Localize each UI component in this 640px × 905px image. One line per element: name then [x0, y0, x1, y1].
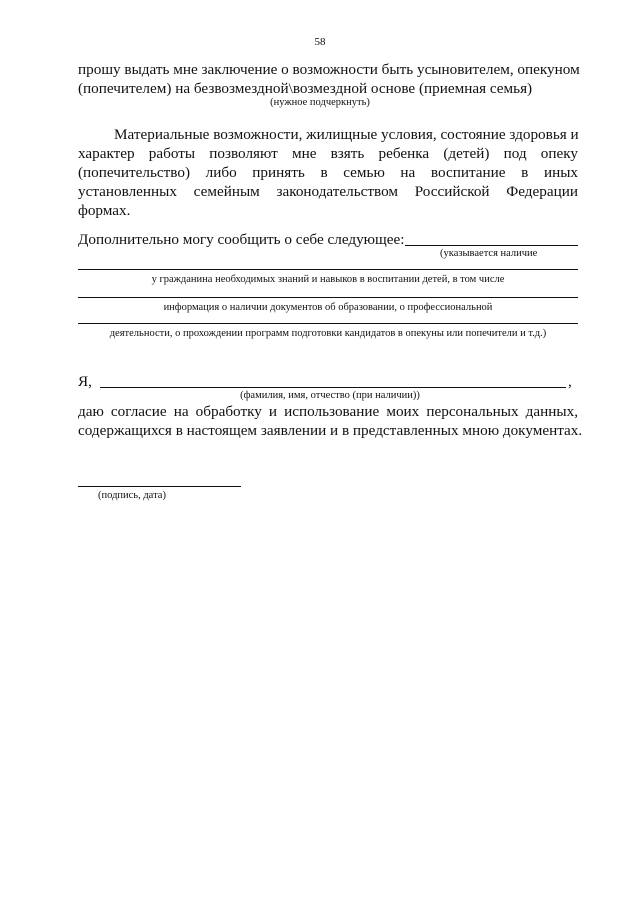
- additional-label: Дополнительно могу сообщить о себе следующее:: [78, 231, 405, 248]
- additional-hint-2: у гражданина необходимых знаний и навыков в воспитании детей, в том числе: [151, 274, 505, 285]
- capabilities-line-5: формах.: [78, 202, 131, 219]
- additional-field-line-1[interactable]: [405, 245, 578, 246]
- request-line-2: (попечителем) на безвозмездной\возмездной основе (приемная семья): [78, 80, 533, 97]
- signature-hint: (подпись, дата): [98, 490, 166, 501]
- full-name-hint: (фамилия, имя, отчество (при наличии)): [240, 390, 420, 401]
- additional-field-line-2[interactable]: [78, 269, 578, 270]
- page-number: 58: [314, 36, 326, 48]
- additional-field-line-4[interactable]: [78, 323, 578, 324]
- additional-hint-3: информация о наличии документов об образовании, о профессиональной: [163, 302, 493, 313]
- signature-field[interactable]: [78, 486, 241, 487]
- additional-field-line-3[interactable]: [78, 297, 578, 298]
- consent-suffix: ,: [568, 373, 572, 390]
- capabilities-line-3: (попечительство) либо принять в семью на воспитание в иных: [78, 164, 578, 181]
- consent-line-1: даю согласие на обработку и использование моих персональных данных,: [78, 403, 578, 420]
- capabilities-line-2: характер работы позволяют мне взять ребенка (детей) под опеку: [78, 145, 578, 162]
- full-name-field[interactable]: [100, 387, 566, 388]
- additional-hint-1: (указывается наличие: [440, 248, 538, 259]
- consent-prefix: Я,: [78, 373, 92, 390]
- underline-note: (нужное подчеркнуть): [270, 97, 370, 108]
- consent-line-2: содержащихся в настоящем заявлении и в представленных мною документах.: [78, 422, 583, 439]
- capabilities-line-1: Материальные возможности, жилищные условия, состояние здоровья и: [114, 126, 579, 143]
- additional-hint-4: деятельности, о прохождении программ подготовки кандидатов в опекуны или попечители и т.д.): [109, 328, 547, 339]
- request-line-1: прошу выдать мне заключение о возможности быть усыновителем, опекуном: [78, 61, 580, 78]
- capabilities-line-4: установленных семейным законодательством Российской Федерации: [78, 183, 578, 200]
